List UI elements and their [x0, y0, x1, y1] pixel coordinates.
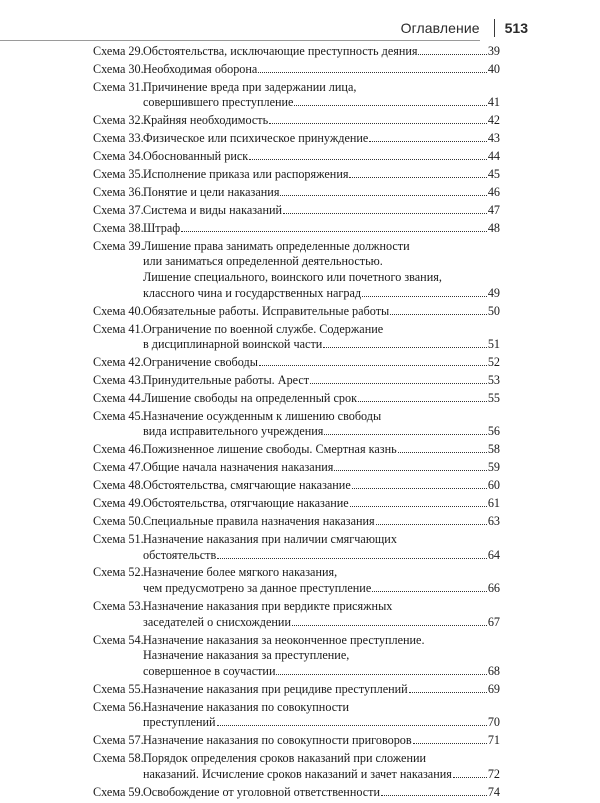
toc-entry-page: 67 — [487, 614, 500, 629]
toc-entry-title-line: Назначение наказания при наличии смягчающих — [143, 531, 397, 546]
toc-entry-page: 61 — [487, 496, 500, 511]
toc-entry-title-line: Назначение наказания по совокупности — [143, 699, 349, 714]
toc-entry-body — [143, 373, 500, 389]
toc-entry-number: Схема 51. — [93, 531, 144, 546]
toc-entry-title-line: наказаний. Исчисление сроков наказаний и зачет наказания — [143, 766, 452, 781]
toc-entry-last-line — [143, 424, 500, 440]
toc-entry-number: Схема 47. — [93, 460, 144, 475]
toc-entry-title-line: Назначение более мягкого наказания, — [143, 565, 338, 580]
toc-entry-number: Схема 29. — [93, 44, 144, 58]
toc-entry-number: Схема 30. — [93, 61, 144, 76]
toc-entry-body — [143, 599, 500, 630]
toc-entry-number: Схема 59. — [93, 784, 144, 799]
toc-entry-number: Схема 57. — [93, 733, 144, 748]
toc-entry-title-line: заседателей о снисхождении — [143, 614, 291, 629]
toc-entry-page: 42 — [487, 113, 500, 128]
toc-entry-number: Схема 37. — [93, 202, 144, 217]
toc-entry-last-line — [143, 733, 500, 749]
dot-leader — [372, 591, 487, 592]
toc-entry-title-line: Причинение вреда при задержании лица, — [143, 79, 357, 94]
dot-leader — [292, 625, 487, 626]
toc-entry-body — [143, 682, 500, 698]
toc-entry-body — [143, 532, 500, 563]
toc-entry-last-line — [143, 149, 500, 165]
toc-entry-title-line: Понятие и цели наказания — [143, 184, 280, 199]
toc-entry-title-line: Лишение права занимать определенные должности — [143, 238, 410, 253]
toc-entry-page: 39 — [487, 44, 500, 58]
dot-leader — [334, 470, 486, 471]
toc-entry-page: 58 — [487, 442, 500, 457]
toc-entry-title-line: Назначение наказания по совокупности приговоров — [143, 733, 412, 748]
toc-entry-number: Схема 40. — [93, 303, 144, 318]
toc-entry-title-line: Назначение наказания при вердикте присяжных — [143, 599, 393, 613]
toc-entry — [93, 633, 500, 680]
toc-entry-body — [143, 221, 500, 237]
toc-entry-body — [143, 304, 500, 320]
toc-entry — [93, 532, 500, 563]
toc-entry-body — [143, 62, 500, 78]
dot-leader — [381, 795, 487, 796]
toc-entry-title-line: обстоятельств — [143, 547, 217, 562]
toc-entry-body — [143, 391, 500, 407]
dot-leader — [269, 123, 487, 124]
toc-entry-title-line: Исполнение приказа или распоряжения — [143, 167, 349, 182]
toc-entry — [93, 131, 500, 147]
toc-entry-number: Схема 55. — [93, 681, 144, 696]
toc-entry-page: 69 — [487, 681, 500, 696]
toc-entry-number: Схема 46. — [93, 442, 144, 457]
toc-entry-body — [143, 514, 500, 530]
dot-leader — [376, 524, 487, 525]
toc-entry-last-line — [143, 337, 500, 353]
toc-entry-last-line — [143, 113, 500, 129]
toc-entry-body — [143, 131, 500, 147]
toc-entry-title-line: в дисциплинарной воинской части — [143, 337, 323, 352]
toc-entry-last-line — [143, 185, 500, 201]
toc-entry-last-line — [143, 167, 500, 183]
toc-entry-number: Схема 44. — [93, 390, 144, 405]
toc-entry-title-line: Обстоятельства, отягчающие наказание — [143, 496, 349, 511]
toc-entry — [93, 514, 500, 530]
toc-entry-last-line — [143, 442, 500, 458]
toc-entry — [93, 44, 500, 60]
toc-entry — [93, 239, 500, 302]
toc-entry — [93, 221, 500, 237]
toc-entry-number: Схема 52. — [93, 565, 144, 580]
toc-entry-page: 41 — [487, 95, 500, 110]
toc-entry-number: Схема 34. — [93, 149, 144, 164]
toc-entry-number: Схема 32. — [93, 113, 144, 128]
toc-entry-last-line — [143, 767, 500, 783]
dot-leader — [283, 213, 487, 214]
toc-entry-last-line — [143, 221, 500, 237]
toc-entry — [93, 409, 500, 440]
toc-entry-title-line: совершившего преступление — [143, 95, 294, 110]
toc-entry-page: 60 — [487, 478, 500, 493]
toc-entry-title-line: чем предусмотрено за данное преступление — [143, 581, 372, 596]
toc-entry-page: 52 — [487, 355, 500, 370]
toc-entry-title-line: Обоснованный риск — [143, 149, 249, 164]
toc-entry — [93, 442, 500, 458]
toc-entry-number: Схема 53. — [93, 599, 144, 613]
toc-entry-title-line: Порядок определения сроков наказаний при сложении — [143, 751, 427, 766]
toc-entry-last-line — [143, 286, 500, 302]
toc-entry — [93, 478, 500, 494]
dot-leader — [352, 488, 487, 489]
toc-entry-last-line — [143, 478, 500, 494]
toc-entry-number: Схема 39. — [93, 238, 144, 253]
dot-leader — [369, 141, 486, 142]
toc-entry-page: 72 — [487, 766, 500, 781]
toc-entry-page: 53 — [487, 372, 500, 387]
toc-entry-number: Схема 38. — [93, 220, 144, 235]
toc-entry-last-line — [143, 548, 500, 564]
toc-entry — [93, 565, 500, 596]
toc-entry-title-line: Назначение наказания при рецидиве преступлений — [143, 681, 408, 696]
dot-leader — [413, 743, 487, 744]
toc-entry-page: 50 — [487, 303, 500, 318]
toc-entry-title-line: Крайняя необходимость — [143, 113, 269, 128]
toc-entry-title-line: Принудительные работы. Арест — [143, 372, 310, 387]
toc-entry-body — [143, 239, 500, 302]
toc-entry-last-line — [143, 44, 500, 60]
toc-entry-body — [143, 322, 500, 353]
dot-leader — [409, 692, 487, 693]
toc-entry-number: Схема 42. — [93, 355, 144, 370]
toc-entry-page: 66 — [487, 581, 500, 596]
dot-leader — [294, 105, 486, 106]
toc-entry-number: Схема 43. — [93, 372, 144, 387]
toc-entry-body — [143, 496, 500, 512]
toc-entry-title-line: Штраф — [143, 220, 181, 235]
toc-entry-title-line: Назначение наказания за преступление, — [143, 648, 350, 663]
dot-leader — [259, 365, 487, 366]
running-header — [401, 17, 528, 39]
toc-entry — [93, 62, 500, 78]
toc-entry — [93, 700, 500, 731]
toc-entry-last-line — [143, 373, 500, 389]
toc-entry-body — [143, 751, 500, 782]
toc-entry-last-line — [143, 391, 500, 407]
toc-entry-body — [143, 785, 500, 801]
toc-entry-page: 59 — [487, 460, 500, 475]
toc-entry-page: 46 — [487, 184, 500, 199]
toc-entry-body — [143, 203, 500, 219]
toc-entry-body — [143, 700, 500, 731]
toc-entry — [93, 682, 500, 698]
toc-entry-title-line: Лишение свободы на определенный срок — [143, 390, 357, 405]
dot-leader — [276, 674, 486, 675]
toc-entry-last-line — [143, 203, 500, 219]
toc-entry-title-line: Ограничение свободы — [143, 355, 258, 370]
header-title: Оглавление — [400, 20, 480, 36]
toc-entry-last-line — [143, 95, 500, 111]
toc-entry — [93, 149, 500, 165]
toc-entry-title-line: Обстоятельства, исключающие преступность деяния — [143, 44, 418, 58]
dot-leader — [217, 558, 487, 559]
toc-entry-title-line: Физическое или психическое принуждение — [143, 131, 369, 146]
toc-entry-page: 56 — [487, 424, 500, 439]
toc-entry-body — [143, 409, 500, 440]
toc-entry-last-line — [143, 581, 500, 597]
toc-entry-title-line: Назначение осужденным к лишению свободы — [143, 408, 382, 423]
toc-entry — [93, 460, 500, 476]
toc-entry-last-line — [143, 304, 500, 320]
toc-entry-body — [143, 80, 500, 111]
toc-entry-title-line: или заниматься определенной деятельностью. — [143, 254, 383, 269]
dot-leader — [390, 314, 487, 315]
toc-entry-number: Схема 45. — [93, 408, 144, 423]
toc-entry-page: 63 — [487, 513, 500, 528]
toc-entry-number: Схема 31. — [93, 79, 144, 94]
toc-entry-last-line — [143, 715, 500, 731]
toc-entry-page: 43 — [487, 131, 500, 146]
toc-entry-number: Схема 58. — [93, 751, 144, 766]
toc-entry-title-line: Освобождение от уголовной ответственности — [143, 784, 380, 799]
dot-leader — [418, 54, 486, 55]
table-of-contents — [93, 44, 500, 803]
dot-leader — [217, 725, 487, 726]
toc-entry-page: 55 — [487, 390, 500, 405]
toc-entry-page: 74 — [487, 784, 500, 799]
toc-entry-last-line — [143, 682, 500, 698]
toc-entry-page: 68 — [487, 664, 500, 678]
toc-entry-body — [143, 167, 500, 183]
toc-entry-body — [143, 149, 500, 165]
toc-entry-last-line — [143, 496, 500, 512]
toc-entry-title-line: Пожизненное лишение свободы. Смертная казнь — [143, 442, 397, 457]
toc-entry-page: 71 — [487, 733, 500, 748]
toc-entry-number: Схема 48. — [93, 478, 144, 493]
toc-entry — [93, 373, 500, 389]
toc-entry-number: Схема 35. — [93, 167, 144, 182]
toc-entry-title-line: преступлений — [143, 715, 216, 730]
toc-entry — [93, 733, 500, 749]
toc-entry — [93, 391, 500, 407]
dot-leader — [258, 72, 486, 73]
dot-leader — [362, 296, 487, 297]
toc-entry — [93, 113, 500, 129]
toc-entry-body — [143, 633, 500, 680]
toc-entry-last-line — [143, 664, 500, 680]
toc-entry — [93, 185, 500, 201]
toc-entry — [93, 80, 500, 111]
toc-entry-last-line — [143, 355, 500, 371]
toc-entry — [93, 355, 500, 371]
toc-entry-page: 64 — [487, 547, 500, 562]
toc-entry-number: Схема 49. — [93, 496, 144, 511]
toc-entry-title-line: Обстоятельства, смягчающие наказание — [143, 478, 351, 493]
dot-leader — [453, 777, 487, 778]
toc-entry-number: Схема 56. — [93, 699, 144, 714]
header-page-number: 513 — [504, 20, 528, 36]
toc-entry-last-line — [143, 460, 500, 476]
toc-entry-title-line: совершенное в соучастии — [143, 664, 276, 678]
toc-entry-page: 49 — [487, 285, 500, 300]
toc-entry-number: Схема 33. — [93, 131, 144, 146]
dot-leader — [249, 159, 487, 160]
toc-entry-title-line: Система и виды наказаний — [143, 202, 283, 217]
toc-entry-last-line — [143, 131, 500, 147]
toc-entry-number: Схема 36. — [93, 184, 144, 199]
toc-entry-title-line: Обязательные работы. Исправительные работы — [143, 303, 390, 318]
toc-entry-last-line — [143, 62, 500, 78]
toc-entry-title-line: Назначение наказания за неоконченное преступление. — [143, 632, 425, 647]
dot-leader — [349, 177, 486, 178]
toc-entry-last-line — [143, 615, 500, 631]
toc-entry-body — [143, 460, 500, 476]
dot-leader — [181, 231, 487, 232]
toc-entry-body — [143, 44, 500, 60]
toc-entry-title-line: Лишение специального, воинского или почетного звания, — [143, 270, 442, 285]
header-rule — [0, 40, 480, 41]
toc-entry-last-line — [143, 514, 500, 530]
toc-entry — [93, 785, 500, 801]
toc-entry-number: Схема 54. — [93, 632, 144, 647]
toc-entry-body — [143, 355, 500, 371]
toc-entry-page: 51 — [487, 337, 500, 352]
toc-entry-title-line: Ограничение по военной службе. Содержание — [143, 321, 384, 336]
toc-entry — [93, 167, 500, 183]
toc-entry — [93, 496, 500, 512]
toc-entry-page: 44 — [487, 149, 500, 164]
dot-leader — [310, 383, 487, 384]
dot-leader — [324, 434, 486, 435]
toc-entry — [93, 599, 500, 630]
dot-leader — [280, 195, 486, 196]
toc-entry-number: Схема 50. — [93, 513, 144, 528]
toc-entry-page: 45 — [487, 167, 500, 182]
toc-entry-body — [143, 185, 500, 201]
toc-entry-title-line: Общие начала назначения наказания — [143, 460, 334, 475]
toc-entry-body — [143, 113, 500, 129]
toc-entry-body — [143, 442, 500, 458]
toc-entry-body — [143, 565, 500, 596]
toc-entry-body — [143, 733, 500, 749]
toc-entry-page: 40 — [487, 61, 500, 76]
toc-entry-title-line: вида исправительного учреждения — [143, 424, 324, 439]
dot-leader — [350, 506, 487, 507]
toc-entry — [93, 203, 500, 219]
dot-leader — [323, 347, 487, 348]
toc-entry-last-line — [143, 785, 500, 801]
toc-entry-page: 47 — [487, 202, 500, 217]
toc-entry-title-line: классного чина и государственных наград — [143, 285, 362, 300]
toc-entry-title-line: Специальные правила назначения наказания — [143, 513, 375, 528]
toc-entry-title-line: Необходимая оборона — [143, 61, 258, 76]
toc-entry — [93, 304, 500, 320]
toc-entry — [93, 322, 500, 353]
toc-entry-page: 70 — [487, 715, 500, 730]
toc-entry — [93, 751, 500, 782]
toc-entry-body — [143, 478, 500, 494]
dot-leader — [398, 452, 487, 453]
toc-entry-number: Схема 41. — [93, 321, 144, 336]
header-separator — [494, 19, 495, 37]
toc-entry-page: 48 — [487, 220, 500, 235]
dot-leader — [358, 401, 487, 402]
